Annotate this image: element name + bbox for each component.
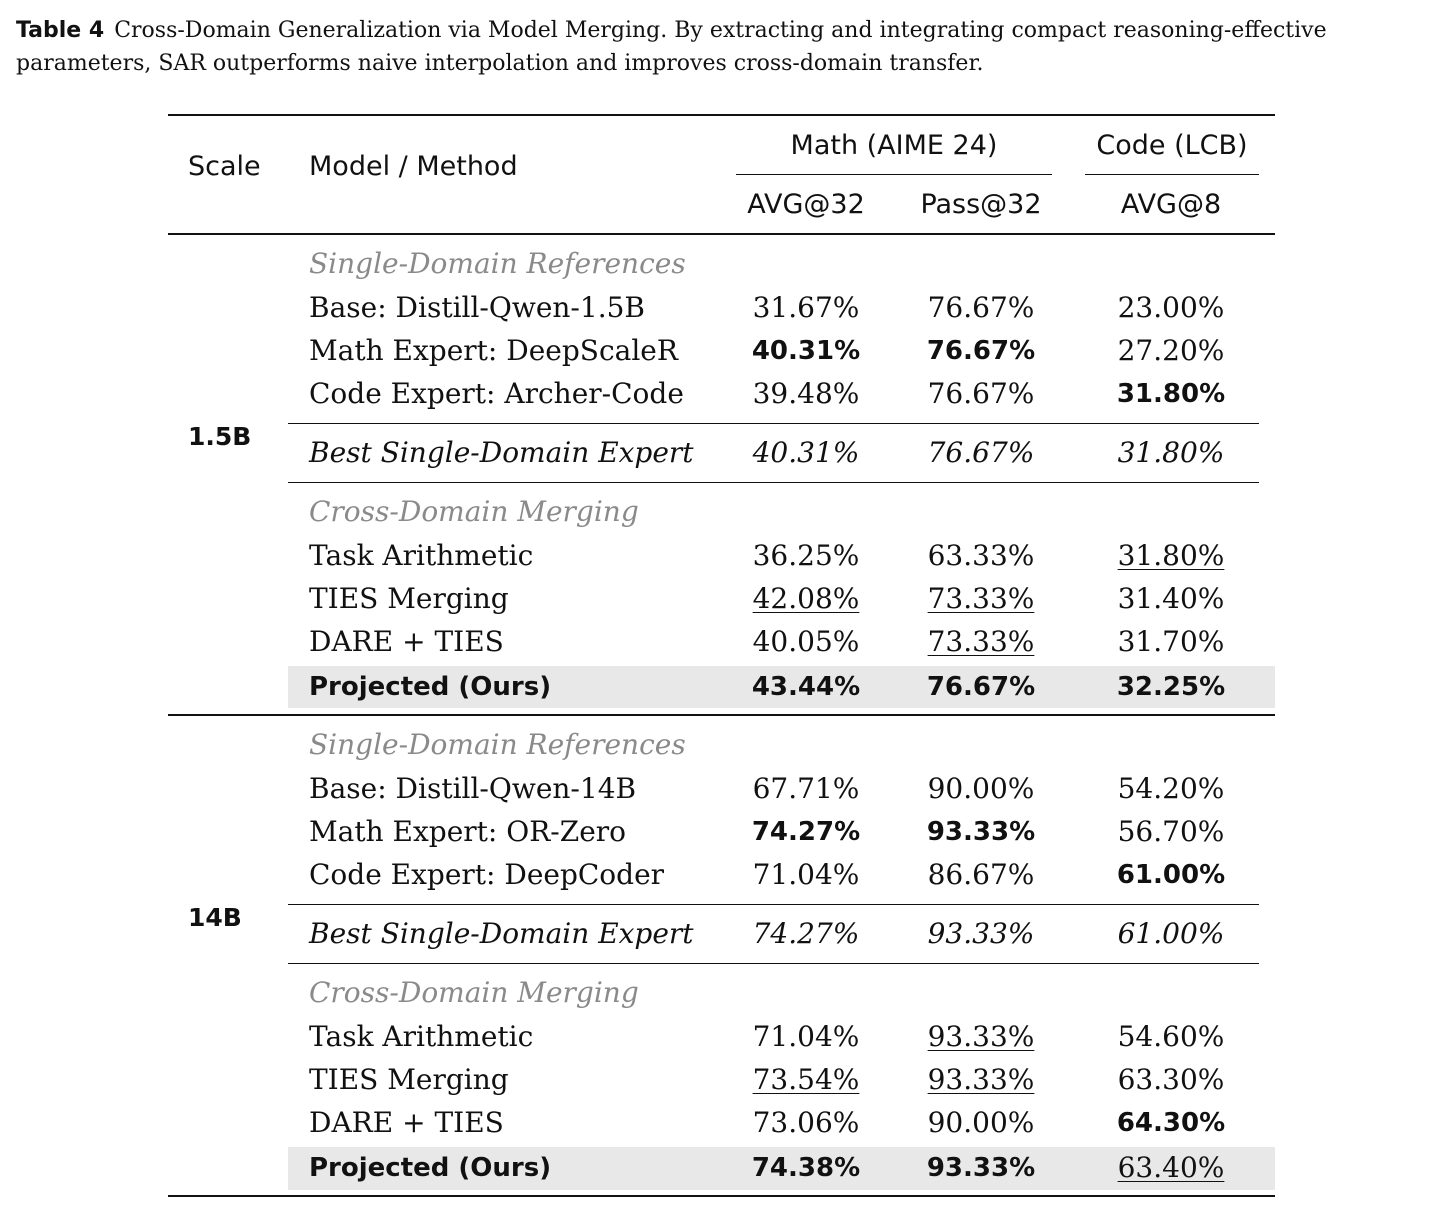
cell-avg32: 71.04% xyxy=(752,1020,860,1053)
cell-avg32: 74.27% xyxy=(751,817,861,847)
cell-avg8: 23.00% xyxy=(1117,291,1225,324)
cell-avg32: 31.67% xyxy=(752,291,860,324)
section-title: Cross-Domain Merging xyxy=(309,976,639,1009)
header-pass32: Pass@32 xyxy=(920,189,1042,220)
cell-avg32: 40.31% xyxy=(752,436,860,469)
row-name: Math Expert: DeepScaleR xyxy=(309,334,678,367)
cell-avg32: 73.06% xyxy=(752,1106,860,1139)
cell-pass32: 93.33% xyxy=(927,1020,1035,1053)
cell-avg32: 36.25% xyxy=(752,539,860,572)
cell-pass32: 76.67% xyxy=(927,436,1035,469)
cell-avg32: 39.48% xyxy=(752,377,860,410)
row-rule xyxy=(288,482,1259,483)
cell-pass32: 93.33% xyxy=(926,817,1036,847)
cell-pass32: 73.33% xyxy=(927,582,1035,615)
row-name: Base: Distill-Qwen-1.5B xyxy=(309,291,645,324)
row-rule xyxy=(288,423,1259,424)
row-name: DARE + TIES xyxy=(309,625,504,658)
cell-avg32: 71.04% xyxy=(752,858,860,891)
best-row-name: Best Single-Domain Expert xyxy=(309,436,694,469)
cell-avg32: 74.27% xyxy=(752,917,860,950)
cell-avg8: 31.80% xyxy=(1117,436,1225,469)
math-group-rule xyxy=(736,174,1052,175)
header-scale: Scale xyxy=(188,151,261,182)
section-title: Single-Domain References xyxy=(309,247,686,280)
header-rule xyxy=(168,233,1275,235)
row-name: DARE + TIES xyxy=(309,1106,504,1139)
header-method: Model / Method xyxy=(309,151,518,182)
cell-avg32: 73.54% xyxy=(752,1063,860,1096)
row-name: Task Arithmetic xyxy=(309,539,534,572)
cell-avg8: 31.40% xyxy=(1117,582,1225,615)
bottom-rule xyxy=(168,1195,1275,1197)
cell-pass32: 93.33% xyxy=(926,1153,1036,1183)
cell-avg32: 40.05% xyxy=(752,625,860,658)
cell-avg8: 61.00% xyxy=(1117,917,1225,950)
cell-pass32: 90.00% xyxy=(927,772,1035,805)
row-name: Base: Distill-Qwen-14B xyxy=(309,772,637,805)
row-name: Code Expert: Archer-Code xyxy=(309,377,684,410)
cell-avg32: 40.31% xyxy=(751,336,861,366)
cell-avg8: 54.60% xyxy=(1117,1020,1225,1053)
cell-avg8: 63.30% xyxy=(1117,1063,1225,1096)
scale-label: 1.5B xyxy=(188,422,252,451)
code-group-rule xyxy=(1085,174,1259,175)
header-avg8: AVG@8 xyxy=(1120,189,1222,220)
best-row-name: Best Single-Domain Expert xyxy=(309,917,694,950)
section-title: Single-Domain References xyxy=(309,728,686,761)
cell-pass32: 93.33% xyxy=(927,917,1035,950)
header-code-group: Code (LCB) xyxy=(1096,130,1248,161)
row-name: TIES Merging xyxy=(309,582,509,615)
cell-avg8: 32.25% xyxy=(1116,672,1226,702)
top-rule xyxy=(168,114,1275,116)
ours-row-name: Projected (Ours) xyxy=(309,1153,552,1183)
cell-avg8: 61.00% xyxy=(1116,860,1226,890)
cell-avg8: 54.20% xyxy=(1117,772,1225,805)
scale-label: 14B xyxy=(188,903,242,932)
cell-pass32: 76.67% xyxy=(926,672,1036,702)
cell-avg32: 43.44% xyxy=(751,672,861,702)
row-name: TIES Merging xyxy=(309,1063,509,1096)
block-separator-rule xyxy=(168,714,1275,716)
cell-avg8: 31.80% xyxy=(1117,539,1225,572)
cell-avg8: 31.70% xyxy=(1117,625,1225,658)
caption-text: Cross-Domain Generalization via Model Merging. By extracting and integrating compact reasoning-effective parameters, SAR outperforms naive interpolation and improves cross-domain transfer. xyxy=(16,18,1327,76)
cell-pass32: 76.67% xyxy=(926,336,1036,366)
row-name: Code Expert: DeepCoder xyxy=(309,858,665,891)
row-rule xyxy=(288,963,1259,964)
cell-pass32: 63.33% xyxy=(927,539,1035,572)
row-rule xyxy=(288,904,1259,905)
cell-avg32: 74.38% xyxy=(751,1153,861,1183)
cell-avg32: 67.71% xyxy=(752,772,860,805)
cell-avg8: 63.40% xyxy=(1117,1151,1225,1184)
cell-avg8: 64.30% xyxy=(1116,1108,1226,1138)
cell-pass32: 76.67% xyxy=(927,291,1035,324)
cell-pass32: 86.67% xyxy=(927,858,1035,891)
caption-label: Table 4 xyxy=(16,18,105,43)
ours-row-name: Projected (Ours) xyxy=(309,672,552,702)
cell-pass32: 76.67% xyxy=(927,377,1035,410)
header-avg32: AVG@32 xyxy=(747,189,865,220)
row-name: Task Arithmetic xyxy=(309,1020,534,1053)
cell-pass32: 93.33% xyxy=(927,1063,1035,1096)
table-caption xyxy=(16,14,1431,80)
row-name: Math Expert: OR-Zero xyxy=(309,815,627,848)
header-math-group: Math (AIME 24) xyxy=(790,130,998,161)
cell-avg8: 56.70% xyxy=(1117,815,1225,848)
cell-pass32: 73.33% xyxy=(927,625,1035,658)
results-table xyxy=(168,114,1275,1200)
cell-avg32: 42.08% xyxy=(752,582,860,615)
section-title: Cross-Domain Merging xyxy=(309,495,639,528)
cell-avg8: 27.20% xyxy=(1117,334,1225,367)
cell-pass32: 90.00% xyxy=(927,1106,1035,1139)
cell-avg8: 31.80% xyxy=(1116,379,1226,409)
